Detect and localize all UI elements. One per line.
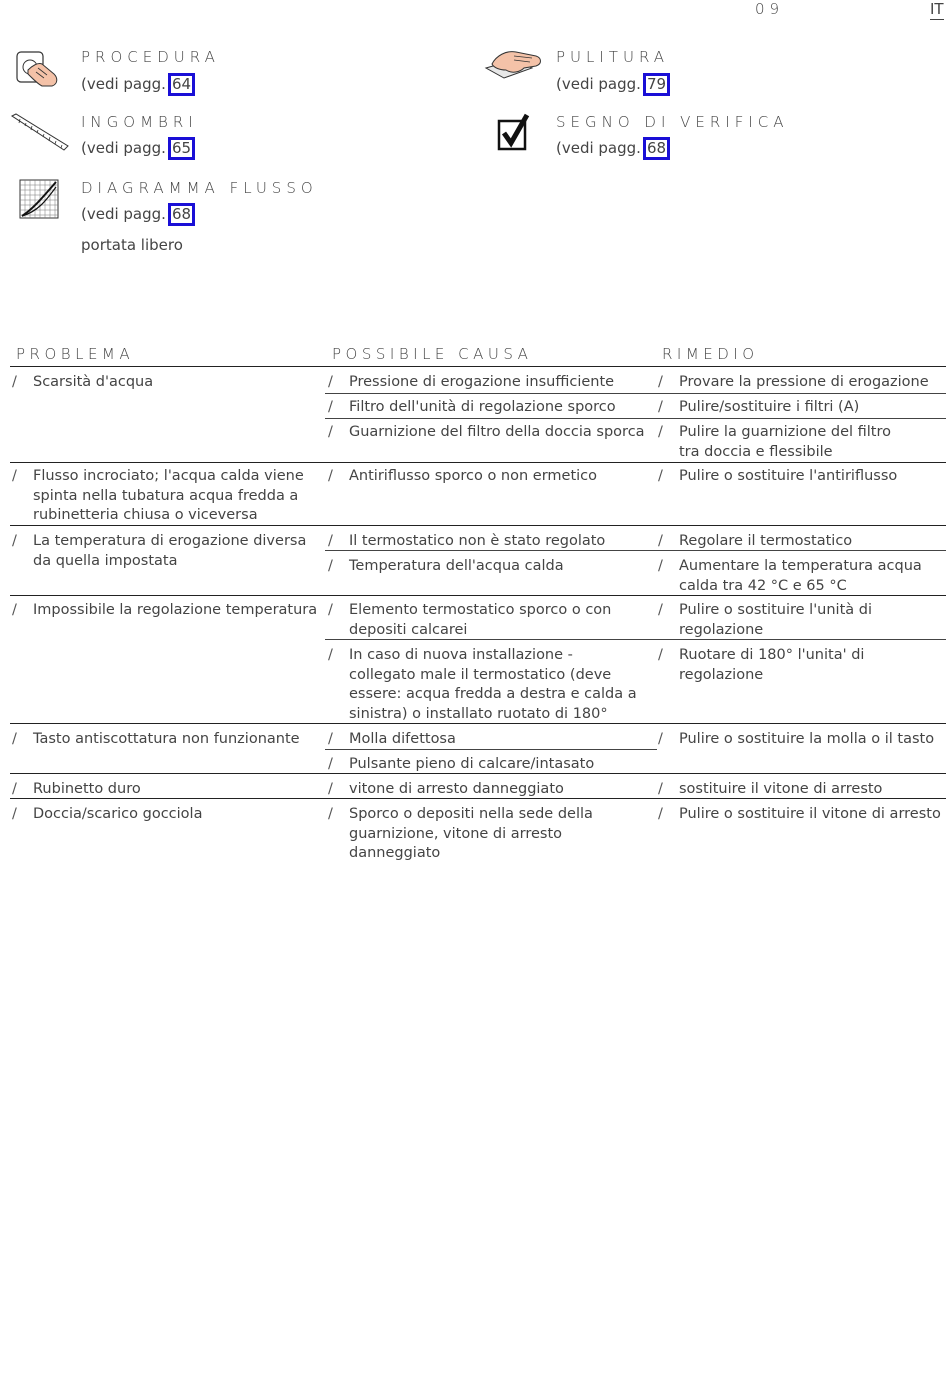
cleaning-hand-icon [484, 46, 544, 94]
rule [325, 550, 946, 551]
row5-cause-2: / Pulsante pieno di calcare/intasato [328, 756, 595, 772]
row6-remedy-1: / sostituire il vitone di arresto [658, 781, 883, 797]
row1-problem: / Scarsità d'acqua [12, 374, 154, 390]
nav-title-diagramma: DIAGRAMMA FLUSSO [81, 179, 318, 197]
page-number: 09 [755, 0, 785, 18]
ref-prefix: (vedi pagg. [81, 205, 166, 223]
rule [325, 639, 946, 640]
row-rule [10, 773, 946, 774]
nav-ref-pulitura [556, 73, 670, 96]
row1-cause-2: / Filtro dell'unità di regolazione sporco [328, 399, 616, 415]
row2-remedy-1: / Pulire o sostituire l'antiriflusso [658, 468, 898, 484]
row3-cause-1: / Il termostatico non è stato regolato [328, 533, 606, 549]
row5-cause-1: / Molla difettosa [328, 731, 456, 747]
page-link-65[interactable]: 65 [168, 137, 195, 160]
nav-title-procedura: PROCEDURA [81, 48, 220, 66]
row5-remedy-1: / Pulire o sostituire la molla o il tasto [658, 731, 935, 747]
row4-cause-2: / In caso di nuova installazione - collegato male il termostatico (deve essere: acqua fredda a destra e calda a sinistra) o installato ruotato di 180° [328, 647, 637, 722]
row2-problem: / Flusso incrociato; l'acqua calda viene spinta nella tubatura acqua fredda a rubinetteria chiusa o viceversa [12, 468, 304, 523]
rule [325, 418, 946, 419]
row1-remedy-3: / Pulire la guarnizione del filtro tra doccia e flessibile [658, 424, 891, 460]
flow-note: portata libero [81, 236, 183, 254]
col-header-rimedio: RIMEDIO [662, 345, 759, 363]
page-link-79[interactable]: 79 [643, 73, 670, 96]
row1-cause-1: / Pressione di erogazione insufficiente [328, 374, 615, 390]
row3-remedy-2: / Aumentare la temperatura acqua calda tra 42 °C e 65 °C [658, 558, 922, 594]
row4-cause-1: / Elemento termostatico sporco o con depositi calcarei [328, 602, 612, 638]
nav-ref-procedura [81, 73, 195, 96]
row1-cause-3: / Guarnizione del filtro della doccia sporca [328, 424, 645, 440]
row5-problem: / Tasto antiscottatura non funzionante [12, 731, 300, 747]
row-rule [10, 462, 946, 463]
nav-ref-ingombri [81, 137, 195, 160]
rule [325, 393, 946, 394]
ref-prefix: (vedi pagg. [556, 75, 641, 93]
procedure-hand-icon [14, 48, 64, 94]
ref-prefix: (vedi pagg. [81, 75, 166, 93]
nav-title-pulitura: PULITURA [556, 48, 670, 66]
row1-remedy-1: / Provare la pressione di erogazione [658, 374, 929, 390]
row6-problem: / Rubinetto duro [12, 781, 141, 797]
row1-remedy-2: / Pulire/sostituire i filtri (A) [658, 399, 860, 415]
flow-diagram-icon [19, 179, 59, 223]
rule [325, 749, 657, 750]
row-rule [10, 595, 946, 596]
nav-title-ingombri: INGOMBRI [81, 113, 198, 131]
row6-cause-1: / vitone di arresto danneggiato [328, 781, 564, 797]
row4-problem: / Impossibile la regolazione temperatura [12, 602, 318, 618]
nav-ref-diagramma [81, 203, 195, 226]
header-rule [10, 366, 946, 367]
row-rule [10, 723, 946, 724]
row7-cause-1: / Sporco o depositi nella sede della guarnizione, vitone di arresto danneggiato [328, 806, 593, 861]
ruler-icon [10, 112, 70, 160]
checkbox-check-icon [497, 113, 531, 157]
row4-remedy-1: / Pulire o sostituire l'unità di regolazione [658, 602, 872, 638]
col-header-causa: POSSIBILE CAUSA [332, 345, 533, 363]
page-link-68[interactable]: 68 [643, 137, 670, 160]
row7-remedy-1: / Pulire o sostituire il vitone di arresto [658, 806, 941, 822]
row7-problem: / Doccia/scarico gocciola [12, 806, 203, 822]
page-link-64[interactable]: 64 [168, 73, 195, 96]
row-rule [10, 525, 946, 526]
page-link-68[interactable]: 68 [168, 203, 195, 226]
row-rule [10, 798, 946, 799]
row3-remedy-1: / Regolare il termostatico [658, 533, 853, 549]
row4-remedy-2: / Ruotare di 180° l'unita' di regolazione [658, 647, 865, 683]
ref-prefix: (vedi pagg. [81, 139, 166, 157]
ref-prefix: (vedi pagg. [556, 139, 641, 157]
nav-title-segno: SEGNO DI VERIFICA [556, 113, 789, 131]
row3-problem: / La temperatura di erogazione diversa da quella impostata [12, 533, 307, 569]
col-header-problema: PROBLEMA [16, 345, 135, 363]
language-label: IT [930, 0, 944, 18]
nav-ref-segno [556, 137, 670, 160]
row2-cause-1: / Antiriflusso sporco o non ermetico [328, 468, 598, 484]
row3-cause-2: / Temperatura dell'acqua calda [328, 558, 564, 574]
